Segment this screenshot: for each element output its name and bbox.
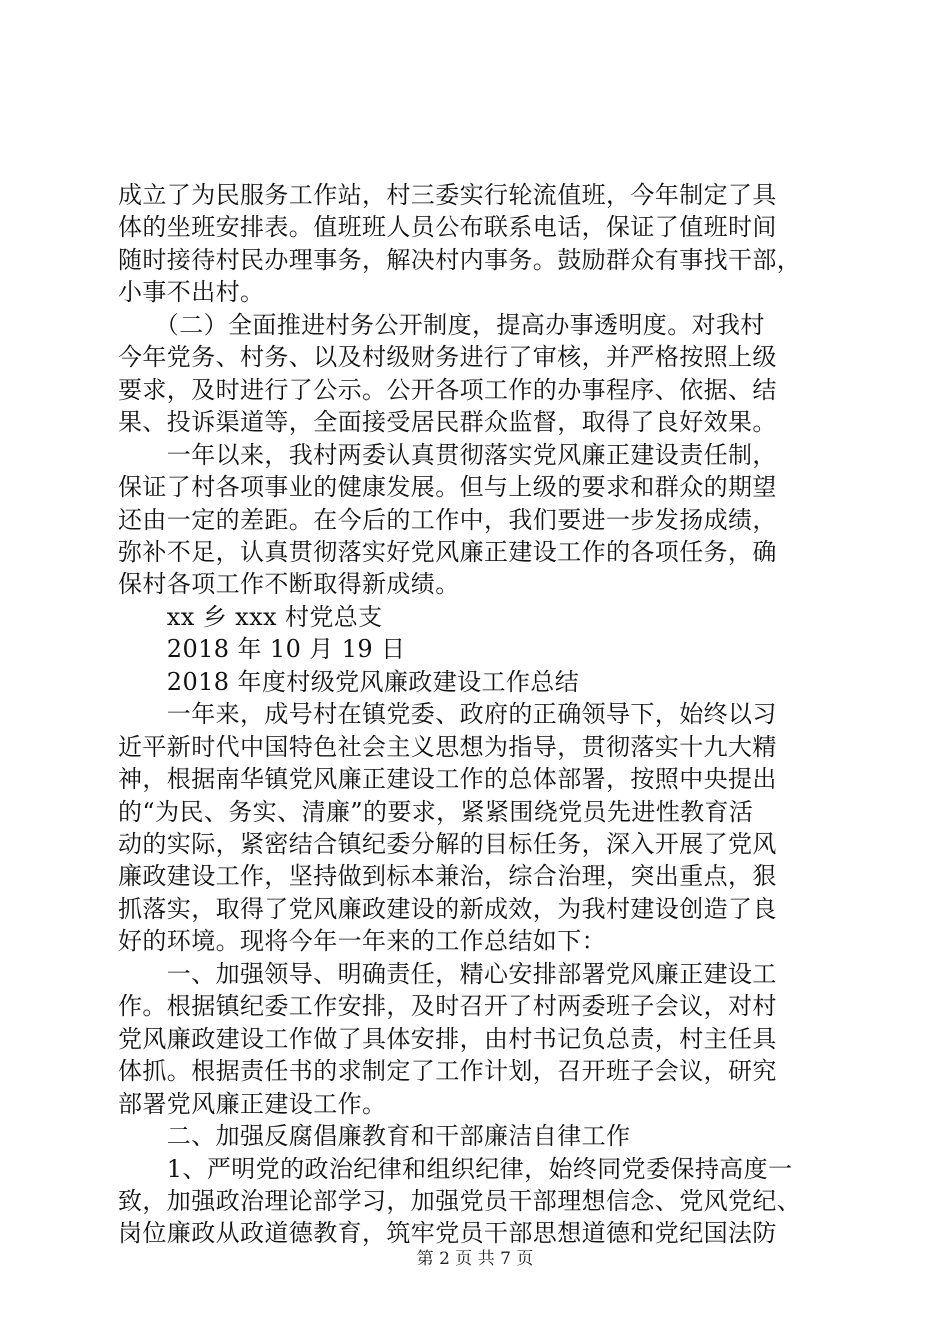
text-line: 部署党风廉正建设工作。 xyxy=(118,1089,387,1118)
text-line: 1、严明党的政治纪律和组织纪律，始终同党委保持高度一 xyxy=(118,1154,793,1183)
page-footer: 第 2 页 共 7 页 xyxy=(416,1249,534,1269)
text-line: 近平新时代中国特色社会主义思想为指导，贯彻落实十九大精 xyxy=(118,732,777,761)
text-line: 一、加强领导、明确责任，精心安排部署党风廉正建设工 xyxy=(118,959,777,988)
text-line: 一年以来，我村两委认真贯彻落实党风廉正建设责任制， xyxy=(118,440,777,469)
text-line: 小事不出村。 xyxy=(118,278,265,307)
text-line: 一年来，成号村在镇党委、政府的正确领导下，始终以习 xyxy=(118,700,777,729)
text-line: 弥补不足，认真贯彻落实好党风廉正建设工作的各项任务，确 xyxy=(118,537,777,566)
text-line: 保证了村各项事业的健康发展。但与上级的要求和群众的期望 xyxy=(118,473,777,502)
text-line: 成立了为民服务工作站，村三委实行轮流值班，今年制定了具 xyxy=(118,181,777,209)
text-line: 岗位廉政从政道德教育，筑牢党员干部思想道德和党纪国法防 xyxy=(118,1219,777,1248)
text-line: 今年党务、村务、以及村级财务进行了审核，并严格按照上级 xyxy=(118,343,777,372)
text-line: 二、加强反腐倡廉教育和干部廉洁自律工作 xyxy=(118,1122,631,1151)
text-line: 党风廉政建设工作做了具体安排，由村书记负总责，村主任具 xyxy=(118,1024,777,1053)
text-line: 作。根据镇纪委工作安排，及时召开了村两委班子会议，对村 xyxy=(118,992,777,1021)
text-line: 神，根据南华镇党风廉正建设工作的总体部署，按照中央提出 xyxy=(118,765,777,794)
text-line: 致，加强政治理论部学习，加强党员干部理想信念、党风党纪、 xyxy=(118,1186,802,1215)
text-line: 的“为民、务实、清廉”的要求，紧紧围绕党员先进性教育活 xyxy=(118,797,754,826)
text-line: 随时接待村民办理事务，解决村内事务。鼓励群众有事找干部， xyxy=(118,245,802,274)
text-line: 要求，及时进行了公示。公开各项工作的办事程序、依据、结 xyxy=(118,375,777,404)
text-line: 还由一定的差距。在今后的工作中，我们要进一步发扬成绩， xyxy=(118,505,777,534)
text-line: 廉政建设工作，坚持做到标本兼治，综合治理，突出重点，狠 xyxy=(118,862,777,891)
text-line: 抓落实，取得了党风廉政建设的新成效，为我村建设创造了良 xyxy=(118,894,777,923)
text-line: 动的实际，紧密结合镇纪委分解的目标任务，深入开展了党风 xyxy=(118,830,777,858)
text-line: 2018 年 10 月 19 日 xyxy=(118,635,406,664)
text-line: 保村各项工作不断取得新成绩。 xyxy=(118,570,460,599)
text-line: 好的环境。现将今年一年来的工作总结如下： xyxy=(118,927,606,956)
text-line: 果、投诉渠道等，全面接受居民群众监督，取得了良好效果。 xyxy=(118,408,777,437)
text-line: xx 乡 xxx 村党总支 xyxy=(118,602,383,631)
text-line: 2018 年度村级党风廉政建设工作总结 xyxy=(118,667,580,696)
text-line: 体抓。根据责任书的求制定了工作计划，召开班子会议，研究 xyxy=(118,1057,777,1086)
text-line: 体的坐班安排表。值班班人员公布联系电话，保证了值班时间 xyxy=(118,213,777,242)
text-line: （二）全面推进村务公开制度，提高办事透明度。对我村 xyxy=(118,310,765,339)
